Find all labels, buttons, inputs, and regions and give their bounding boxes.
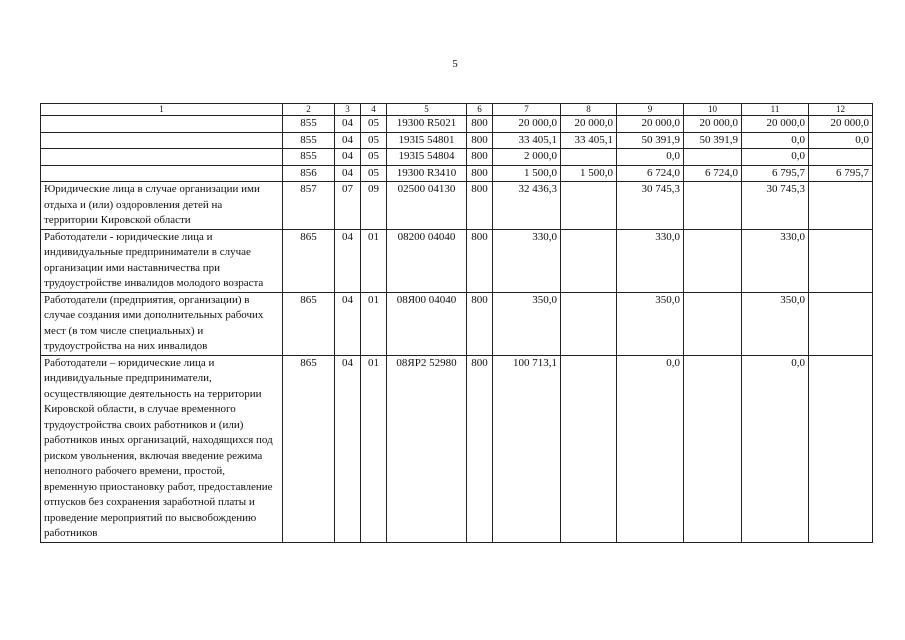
- cell-c11: 20 000,0: [742, 116, 809, 133]
- cell-c3: 04: [335, 292, 361, 355]
- cell-c12: 6 795,7: [809, 165, 873, 182]
- cell-c10: [684, 182, 742, 230]
- cell-c10: [684, 149, 742, 166]
- cell-c6: 800: [467, 229, 493, 292]
- cell-c12: [809, 149, 873, 166]
- cell-c7: 33 405,1: [493, 132, 561, 149]
- cell-c8: 20 000,0: [561, 116, 617, 133]
- table-row: [41, 116, 873, 133]
- cell-c3: 04: [335, 229, 361, 292]
- table-header-row: [41, 104, 873, 116]
- cell-c3: 04: [335, 116, 361, 133]
- cell-c4: 05: [361, 116, 387, 133]
- cell-c9: 350,0: [617, 292, 684, 355]
- cell-c4: 05: [361, 149, 387, 166]
- cell-c3: 07: [335, 182, 361, 230]
- cell-c10: 6 724,0: [684, 165, 742, 182]
- cell-c5: 19300 R3410: [387, 165, 467, 182]
- cell-c4: 05: [361, 165, 387, 182]
- cell-c11: 0,0: [742, 355, 809, 542]
- cell-c9: 0,0: [617, 355, 684, 542]
- cell-c10: [684, 292, 742, 355]
- cell-c2: 855: [283, 116, 335, 133]
- cell-c12: 0,0: [809, 132, 873, 149]
- cell-c2: 865: [283, 292, 335, 355]
- cell-c4: 01: [361, 292, 387, 355]
- cell-c4: 09: [361, 182, 387, 230]
- column-header: 3: [335, 104, 361, 116]
- cell-c11: 6 795,7: [742, 165, 809, 182]
- cell-c10: 20 000,0: [684, 116, 742, 133]
- cell-c2: 856: [283, 165, 335, 182]
- cell-c12: [809, 229, 873, 292]
- column-header: 6: [467, 104, 493, 116]
- cell-c7: 330,0: [493, 229, 561, 292]
- table-row: [41, 132, 873, 149]
- cell-c8: [561, 182, 617, 230]
- cell-c4: 05: [361, 132, 387, 149]
- cell-c10: [684, 229, 742, 292]
- column-header: 9: [617, 104, 684, 116]
- cell-c6: 800: [467, 165, 493, 182]
- cell-c7: 2 000,0: [493, 149, 561, 166]
- column-header: 10: [684, 104, 742, 116]
- column-header: 5: [387, 104, 467, 116]
- column-header: 8: [561, 104, 617, 116]
- cell-c6: 800: [467, 116, 493, 133]
- cell-c2: 855: [283, 132, 335, 149]
- cell-c3: 04: [335, 132, 361, 149]
- cell-c6: 800: [467, 182, 493, 230]
- column-header: 2: [283, 104, 335, 116]
- cell-c8: [561, 355, 617, 542]
- cell-c8: [561, 292, 617, 355]
- column-header: 7: [493, 104, 561, 116]
- cell-c11: 0,0: [742, 149, 809, 166]
- cell-c12: [809, 292, 873, 355]
- cell-c12: [809, 182, 873, 230]
- cell-c8: [561, 229, 617, 292]
- cell-c5: 08Я00 04040: [387, 292, 467, 355]
- recipient-description: Работодатели – юридические лица и индивидуальные предприниматели, осуществляющие деятельность на территории Кировской области, в случае временного трудоустройства своих работников и (или) работников иных организаций, находящихся под риском увольнения, включая введение режима неполного рабочего времени, простой, временную приостановку работ, предоставление отпусков без сохранения заработной платы и проведение мероприятий по высвобождению работников: [41, 355, 283, 542]
- cell-c9: 6 724,0: [617, 165, 684, 182]
- cell-c9: 30 745,3: [617, 182, 684, 230]
- cell-c9: 50 391,9: [617, 132, 684, 149]
- cell-c7: 350,0: [493, 292, 561, 355]
- cell-c9: 20 000,0: [617, 116, 684, 133]
- cell-c12: 20 000,0: [809, 116, 873, 133]
- cell-c2: 865: [283, 355, 335, 542]
- page-number: 5: [452, 58, 458, 70]
- cell-c5: 08ЯР2 52980: [387, 355, 467, 542]
- cell-c6: 800: [467, 149, 493, 166]
- recipient-description: Работодатели - юридические лица и индивидуальные предприниматели в случае организации ими наставничества при трудоустройстве инвалидов молодого возраста: [41, 229, 283, 292]
- cell-c12: [809, 355, 873, 542]
- cell-c4: 01: [361, 229, 387, 292]
- table-row: [41, 229, 873, 292]
- cell-c6: 800: [467, 132, 493, 149]
- cell-c6: 800: [467, 292, 493, 355]
- cell-c5: 02500 04130: [387, 182, 467, 230]
- cell-c5: 193I5 54804: [387, 149, 467, 166]
- recipient-description: [41, 132, 283, 149]
- cell-c3: 04: [335, 149, 361, 166]
- column-header: 4: [361, 104, 387, 116]
- cell-c6: 800: [467, 355, 493, 542]
- cell-c8: [561, 149, 617, 166]
- cell-c2: 855: [283, 149, 335, 166]
- cell-c2: 857: [283, 182, 335, 230]
- recipient-description: Юридические лица в случае организации ими отдыха и (или) оздоровления детей на территории Кировской области: [41, 182, 283, 230]
- cell-c7: 100 713,1: [493, 355, 561, 542]
- recipient-description: [41, 165, 283, 182]
- column-header: 11: [742, 104, 809, 116]
- table-row: [41, 292, 873, 355]
- column-header: 12: [809, 104, 873, 116]
- column-header: 1: [41, 104, 283, 116]
- cell-c3: 04: [335, 355, 361, 542]
- recipient-description: [41, 149, 283, 166]
- recipient-description: [41, 116, 283, 133]
- table-row: [41, 355, 873, 542]
- cell-c9: 330,0: [617, 229, 684, 292]
- cell-c11: 30 745,3: [742, 182, 809, 230]
- cell-c7: 1 500,0: [493, 165, 561, 182]
- cell-c2: 865: [283, 229, 335, 292]
- cell-c4: 01: [361, 355, 387, 542]
- cell-c9: 0,0: [617, 149, 684, 166]
- cell-c5: 08200 04040: [387, 229, 467, 292]
- cell-c10: 50 391,9: [684, 132, 742, 149]
- cell-c11: 0,0: [742, 132, 809, 149]
- cell-c7: 32 436,3: [493, 182, 561, 230]
- table-row: [41, 149, 873, 166]
- cell-c3: 04: [335, 165, 361, 182]
- cell-c5: 19300 R5021: [387, 116, 467, 133]
- cell-c5: 193I5 54801: [387, 132, 467, 149]
- cell-c8: 1 500,0: [561, 165, 617, 182]
- table-row: [41, 165, 873, 182]
- cell-c8: 33 405,1: [561, 132, 617, 149]
- cell-c7: 20 000,0: [493, 116, 561, 133]
- cell-c11: 350,0: [742, 292, 809, 355]
- budget-table: [40, 103, 873, 543]
- cell-c10: [684, 355, 742, 542]
- table-row: [41, 182, 873, 230]
- recipient-description: Работодатели (предприятия, организации) в случае создания ими дополнительных рабочих мест (в том числе специальных) и трудоустройства на них инвалидов: [41, 292, 283, 355]
- cell-c11: 330,0: [742, 229, 809, 292]
